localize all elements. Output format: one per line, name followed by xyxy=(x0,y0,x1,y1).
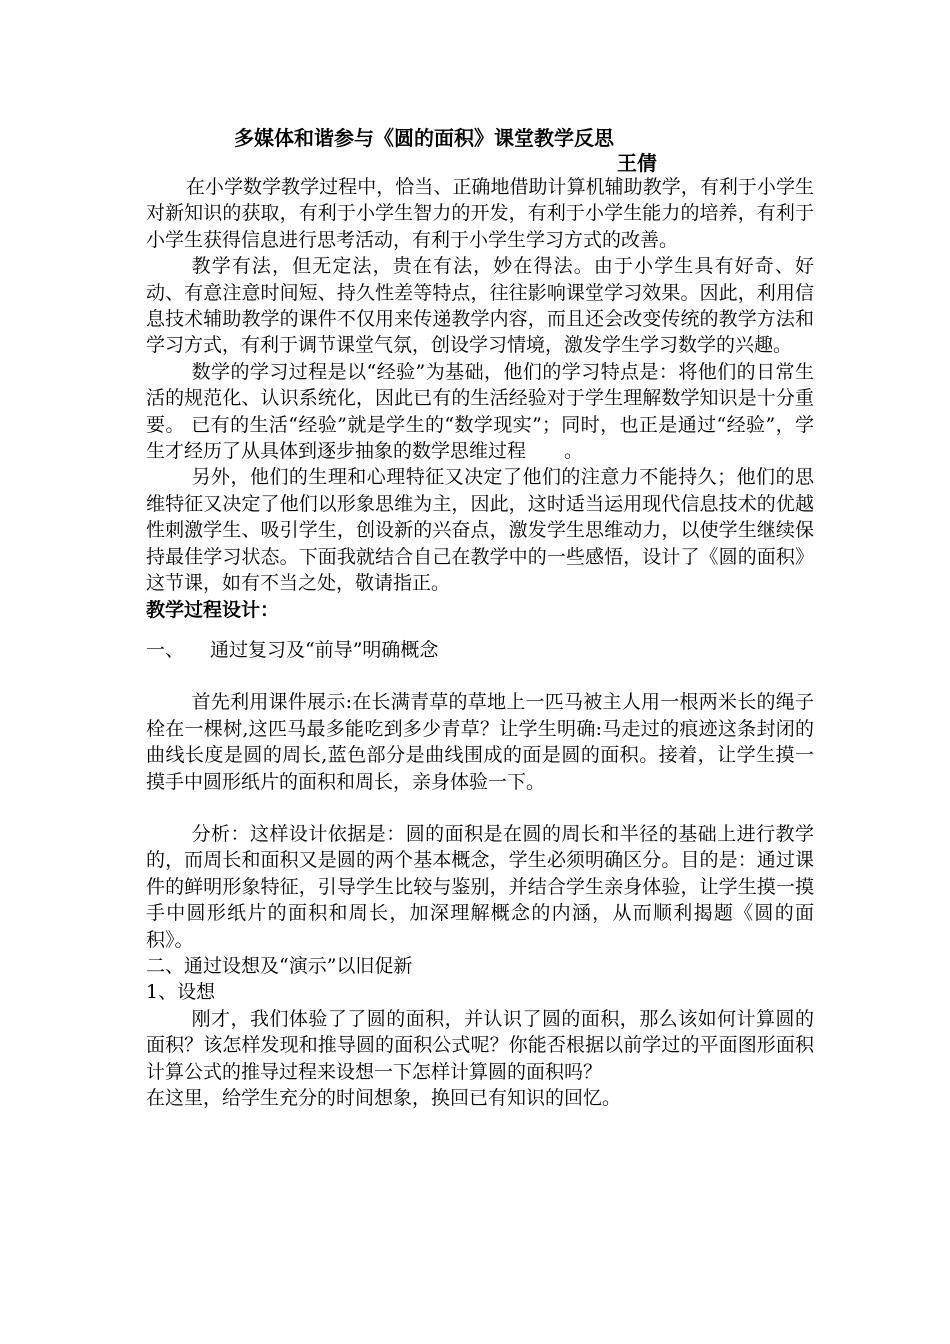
paragraph-teaching-method: 教学有法，但无定法，贵在有法，妙在得法。由于小学生具有好奇、好动、有意注意时间短、持久性差等特点，往往影响课堂学习效果。因此，利用信息技术辅助教学的课件不仅用来传递教学内容，而且还会改变传统的教学方法和学习方式，有利于调节课堂气氛，创设学习情境，激发学生学习数学的兴趣。 xyxy=(146,255,814,357)
spacer xyxy=(146,663,814,689)
paragraph-intro: 在小学数学教学过程中，恰当、正确地借助计算机辅助教学，有利于小学生对新知识的获取，有利于小学生智力的开发，有利于小学生能力的培养，有利于小学生获得信息进行思考活动，有利于小学生学习方式的改善。 xyxy=(146,176,814,251)
section-1-heading xyxy=(146,637,814,663)
section-1-number: 一、 xyxy=(146,638,185,661)
paragraph-experience: 数学的学习过程是以“经验”为基础，他们的学习特点是：将他们的日常生活的规范化、认识系统化，因此已有的生活经验对于学生理解数学知识是十分重要。 已有的生活“经验”就是学生的“数学现实”；同时，也正是通过“经验”，学生才经历了从具体到逐步抽象的数学思维过程 。 xyxy=(146,360,814,463)
document-title: 多媒体和谐参与《圆的面积》课堂教学反思 xyxy=(234,126,614,150)
section-2-heading: 二、通过设想及“演示”以旧促新 xyxy=(146,954,413,977)
spacer xyxy=(146,795,814,821)
section-1-title: 通过复习及“前导”明确概念 xyxy=(210,638,439,661)
document-author: 王倩 xyxy=(617,151,657,175)
design-heading: 教学过程设计： xyxy=(146,598,280,621)
subsection-1-heading: 1、设想 xyxy=(146,981,216,1004)
paragraph-analysis: 分析：这样设计依据是：圆的面积是在圆的周长和半径的基础上进行教学的，而周长和面积又是圆的两个基本概念，学生必须明确区分。目的是：通过课件的鲜明形象特征，引导学生比较与鉴别，并结合学生亲身体验，让学生摸一摸手中圆形纸片的面积和周长，加深理解概念的内涵，从而顺利揭题《圆的面积》。 xyxy=(146,822,814,951)
paragraph-courseware: 首先利用课件展示:在长满青草的草地上一匹马被主人用一根两米长的绳子栓在一棵树,这匹马最多能吃到多少青草？让学生明确:马走过的痕迹这条封闭的曲线长度是圆的周长,蓝色部分是曲线围成的面是圆的面积。接着，让学生摸一摸手中圆形纸片的面积和周长，亲身体验一下。 xyxy=(146,691,814,793)
document-body xyxy=(146,174,814,1111)
paragraph-recall: 在这里，给学生充分的时间想象，换回已有知识的回忆。 xyxy=(146,1087,622,1109)
paragraph-imagine: 刚才，我们体验了了圆的面积，并认识了圆的面积，那么该如何计算圆的面积？该怎样发现和推导圆的面积公式呢？你能否根据以前学过的平面图形面积计算公式的推导过程来设想一下怎样计算圆的面积吗？ xyxy=(146,1007,814,1083)
spacer xyxy=(146,623,814,637)
paragraph-characteristics: 另外，他们的生理和心理特征又决定了他们的注意力不能持久；他们的思维特征又决定了他们以形象思维为主，因此，这时适当运用现代信息技术的优越性刺激学生、吸引学生，创设新的兴奋点，激发学生思维动力，以使学生继续保持最佳学习状态。下面我就结合自己在教学中的一些感悟，设计了《圆的面积》这节课，如有不当之处，敬请指正。 xyxy=(146,466,814,595)
